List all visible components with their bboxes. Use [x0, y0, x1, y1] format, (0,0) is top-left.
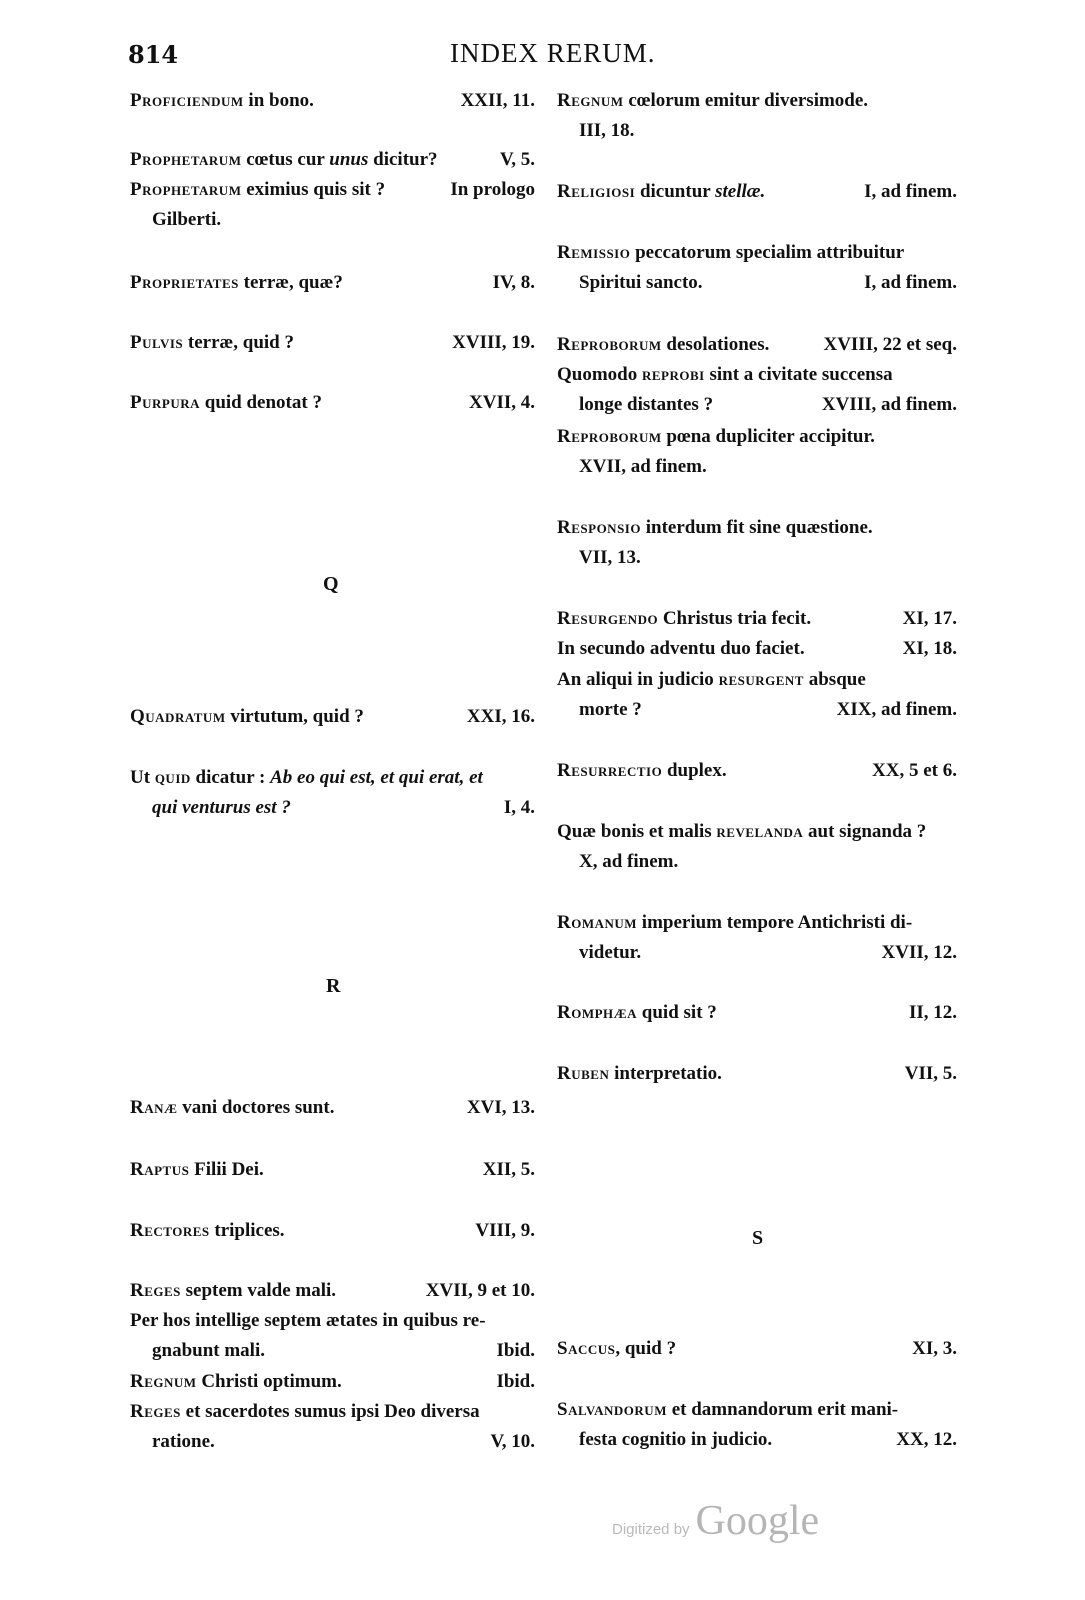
- entry-italic: Ab eo qui est, et qui erat, et: [270, 767, 483, 788]
- running-title: INDEX RERUM.: [450, 38, 656, 68]
- entry-reference: XVIII, 19.: [452, 332, 535, 353]
- entry-term: reprobi: [642, 364, 705, 385]
- index-entry: [130, 145, 535, 175]
- entry-reference: Ibid.: [496, 1371, 535, 1392]
- entry-term: revelanda: [716, 821, 804, 842]
- page-number: 814: [128, 40, 179, 69]
- entry-continuation: festa cognitio in judicio.: [579, 1429, 773, 1450]
- index-entry: [557, 665, 957, 725]
- index-entry: [130, 328, 535, 358]
- entry-text: Christi optimum.: [196, 1371, 342, 1392]
- entry-reference: XXI, 16.: [466, 706, 535, 727]
- entry-text: virtutum, quid ?: [225, 706, 364, 727]
- index-entry: [130, 1155, 535, 1185]
- index-entry: [130, 86, 535, 116]
- entry-term: Salvandorum: [557, 1399, 667, 1420]
- entry-continuation: Spiritui sancto.: [579, 272, 703, 293]
- digitized-label: Digitized by: [612, 1521, 690, 1538]
- index-entry: [130, 1367, 535, 1397]
- google-logo: Google: [695, 1498, 820, 1544]
- index-entry: [130, 763, 535, 823]
- entry-term: Ranæ: [130, 1097, 178, 1118]
- index-entry: [130, 175, 535, 235]
- index-entry: [130, 1216, 535, 1246]
- entry-term: Saccus: [557, 1338, 616, 1359]
- entry-reference: V, 10.: [490, 1431, 535, 1452]
- entry-reference: XVI, 13.: [466, 1097, 535, 1118]
- entry-term: Proficiendum: [130, 90, 244, 111]
- entry-text: aut signanda ?: [803, 821, 927, 842]
- entry-text: pœna dupliciter accipitur.: [661, 426, 875, 447]
- entry-italic: unus: [329, 149, 369, 170]
- entry-reference: XVII, ad finem.: [579, 456, 707, 477]
- entry-reference: V, 5.: [499, 149, 535, 170]
- section-letter: Q: [323, 573, 339, 595]
- entry-text: Filii Dei.: [189, 1159, 264, 1180]
- entry-reference: I, ad finem.: [864, 272, 957, 293]
- index-entry: [557, 756, 957, 786]
- entry-text: duplex.: [662, 760, 727, 781]
- index-entry: [557, 908, 957, 968]
- entry-text: interpretatio.: [609, 1063, 722, 1084]
- entry-term: quid: [154, 767, 191, 788]
- entry-text: imperium tempore Antichristi di-: [637, 912, 913, 933]
- entry-reference: XVII, 9 et 10.: [425, 1280, 535, 1301]
- index-entry: [557, 998, 957, 1028]
- entry-term: Raptus: [130, 1159, 190, 1180]
- entry-text: desolationes.: [661, 334, 770, 355]
- entry-text: interdum fit sine quæstione.: [640, 517, 873, 538]
- index-entry: [130, 1093, 535, 1123]
- entry-reference: XI, 17.: [902, 608, 957, 629]
- section-letter: R: [326, 975, 341, 997]
- entry-term: Regnum: [557, 90, 624, 111]
- index-entry: [557, 360, 957, 420]
- index-entry: [557, 513, 957, 573]
- index-entry: [130, 1397, 535, 1457]
- entry-reference: X, ad finem.: [579, 851, 679, 872]
- entry-text: Quomodo: [557, 364, 642, 385]
- entry-text: Christus tria fecit.: [658, 608, 812, 629]
- entry-term: Pulvis: [130, 332, 184, 353]
- entry-term: Remissio: [557, 242, 631, 263]
- index-entry: [557, 238, 957, 298]
- entry-term: Proprietates: [130, 272, 239, 293]
- entry-reference: XVIII, ad finem.: [821, 394, 957, 415]
- entry-text: sint a civitate succensa: [704, 364, 893, 385]
- entry-text: cœtus cur: [241, 149, 330, 170]
- entry-term: Quadratum: [130, 706, 226, 727]
- entry-reference: XVII, 12.: [881, 942, 957, 963]
- entry-text: in bono.: [243, 90, 314, 111]
- entry-reference: XII, 5.: [482, 1159, 535, 1180]
- entry-reference: VIII, 9.: [475, 1220, 535, 1241]
- entry-continuation: longe distantes ?: [579, 394, 714, 415]
- entry-reference: XX, 12.: [896, 1429, 957, 1450]
- entry-text: quid denotat ?: [200, 392, 322, 413]
- entry-text: quid sit ?: [637, 1002, 717, 1023]
- entry-italic: qui venturus est ?: [152, 797, 291, 818]
- entry-term: Purpura: [130, 392, 200, 413]
- entry-text: et sacerdotes sumus ipsi Deo diversa: [180, 1401, 480, 1422]
- index-entry: [557, 1059, 957, 1089]
- entry-text: cœlorum emitur diversimode.: [623, 90, 869, 111]
- entry-reference: III, 18.: [579, 120, 635, 141]
- entry-continuation: videtur.: [579, 942, 642, 963]
- entry-reference: VII, 5.: [904, 1063, 957, 1084]
- entry-text: dicatur :: [190, 767, 271, 788]
- entry-text: In secundo adventu duo faciet.: [557, 638, 805, 659]
- entry-reference: XI, 3.: [912, 1338, 957, 1359]
- index-entry: [130, 268, 535, 298]
- index-entry: [557, 330, 957, 360]
- entry-reference: II, 12.: [908, 1002, 957, 1023]
- index-entry: [557, 634, 957, 664]
- entry-reference: XXII, 11.: [460, 90, 535, 111]
- entry-text: absque: [803, 669, 866, 690]
- entry-term: Prophetarum: [130, 149, 242, 170]
- entry-term: Regnum: [130, 1371, 197, 1392]
- index-entry: [130, 1276, 535, 1306]
- index-entry: [130, 1306, 535, 1366]
- entry-text: terræ, quæ?: [238, 272, 343, 293]
- entry-text: vani doctores sunt.: [177, 1097, 335, 1118]
- entry-continuation: gnabunt mali.: [152, 1340, 265, 1361]
- entry-reference: XI, 18.: [902, 638, 957, 659]
- entry-italic: stellæ.: [715, 181, 766, 202]
- entry-reference: XX, 5 et 6.: [872, 760, 957, 781]
- entry-term: Romphæa: [557, 1002, 638, 1023]
- entry-text: terræ, quid ?: [183, 332, 294, 353]
- entry-text: Ut: [130, 767, 155, 788]
- index-entry: [557, 817, 957, 877]
- entry-text: An aliqui in judicio: [557, 669, 719, 690]
- index-entry: [557, 1395, 957, 1455]
- entry-continuation: ratione.: [152, 1431, 215, 1452]
- entry-reference: I, ad finem.: [864, 181, 957, 202]
- entry-text: et damnandorum erit mani-: [666, 1399, 899, 1420]
- entry-text: triplices.: [209, 1220, 285, 1241]
- entry-term: Reproborum: [557, 426, 662, 447]
- entry-text: dicuntur: [635, 181, 716, 202]
- entry-continuation: morte ?: [579, 699, 642, 720]
- index-entry: [557, 177, 957, 207]
- index-entry: [557, 604, 957, 634]
- entry-text: dicitur?: [368, 149, 438, 170]
- entry-text: Quæ bonis et malis: [557, 821, 717, 842]
- entry-reference: In prologo: [450, 179, 535, 200]
- entry-reference: I, 4.: [503, 797, 535, 818]
- index-entry: [130, 388, 535, 418]
- entry-term: Reges: [130, 1280, 181, 1301]
- entry-continuation: Gilberti.: [152, 209, 222, 230]
- entry-term: Religiosi: [557, 181, 636, 202]
- entry-reference: XIX, ad finem.: [836, 699, 957, 720]
- entry-text: , quid ?: [615, 1338, 677, 1359]
- entry-term: Romanum: [557, 912, 638, 933]
- entry-term: Ruben: [557, 1063, 610, 1084]
- entry-term: Resurrectio: [557, 760, 663, 781]
- entry-reference: XVIII, 22 et seq.: [823, 334, 957, 355]
- entry-text: septem valde mali.: [180, 1280, 337, 1301]
- entry-reference: XVII, 4.: [469, 392, 535, 413]
- entry-reference: Ibid.: [496, 1340, 535, 1361]
- index-entry: [557, 422, 957, 482]
- entry-text: Per hos intellige septem ætates in quibus re-: [130, 1310, 486, 1331]
- index-entry: [130, 702, 535, 732]
- entry-term: resurgent: [718, 669, 804, 690]
- entry-reference: VII, 13.: [579, 547, 641, 568]
- entry-term: Resurgendo: [557, 608, 659, 629]
- entry-term: Responsio: [557, 517, 641, 538]
- entry-text: peccatorum specialim attribuitur: [630, 242, 905, 263]
- entry-term: Prophetarum: [130, 179, 242, 200]
- index-entry: [557, 1334, 957, 1364]
- index-entry: [557, 86, 957, 146]
- digitized-watermark: [612, 1497, 819, 1545]
- section-letter: S: [752, 1227, 764, 1249]
- entry-reference: IV, 8.: [492, 272, 535, 293]
- entry-text: eximius quis sit ?: [241, 179, 386, 200]
- entry-term: Reproborum: [557, 334, 662, 355]
- entry-term: Rectores: [130, 1220, 210, 1241]
- entry-term: Reges: [130, 1401, 181, 1422]
